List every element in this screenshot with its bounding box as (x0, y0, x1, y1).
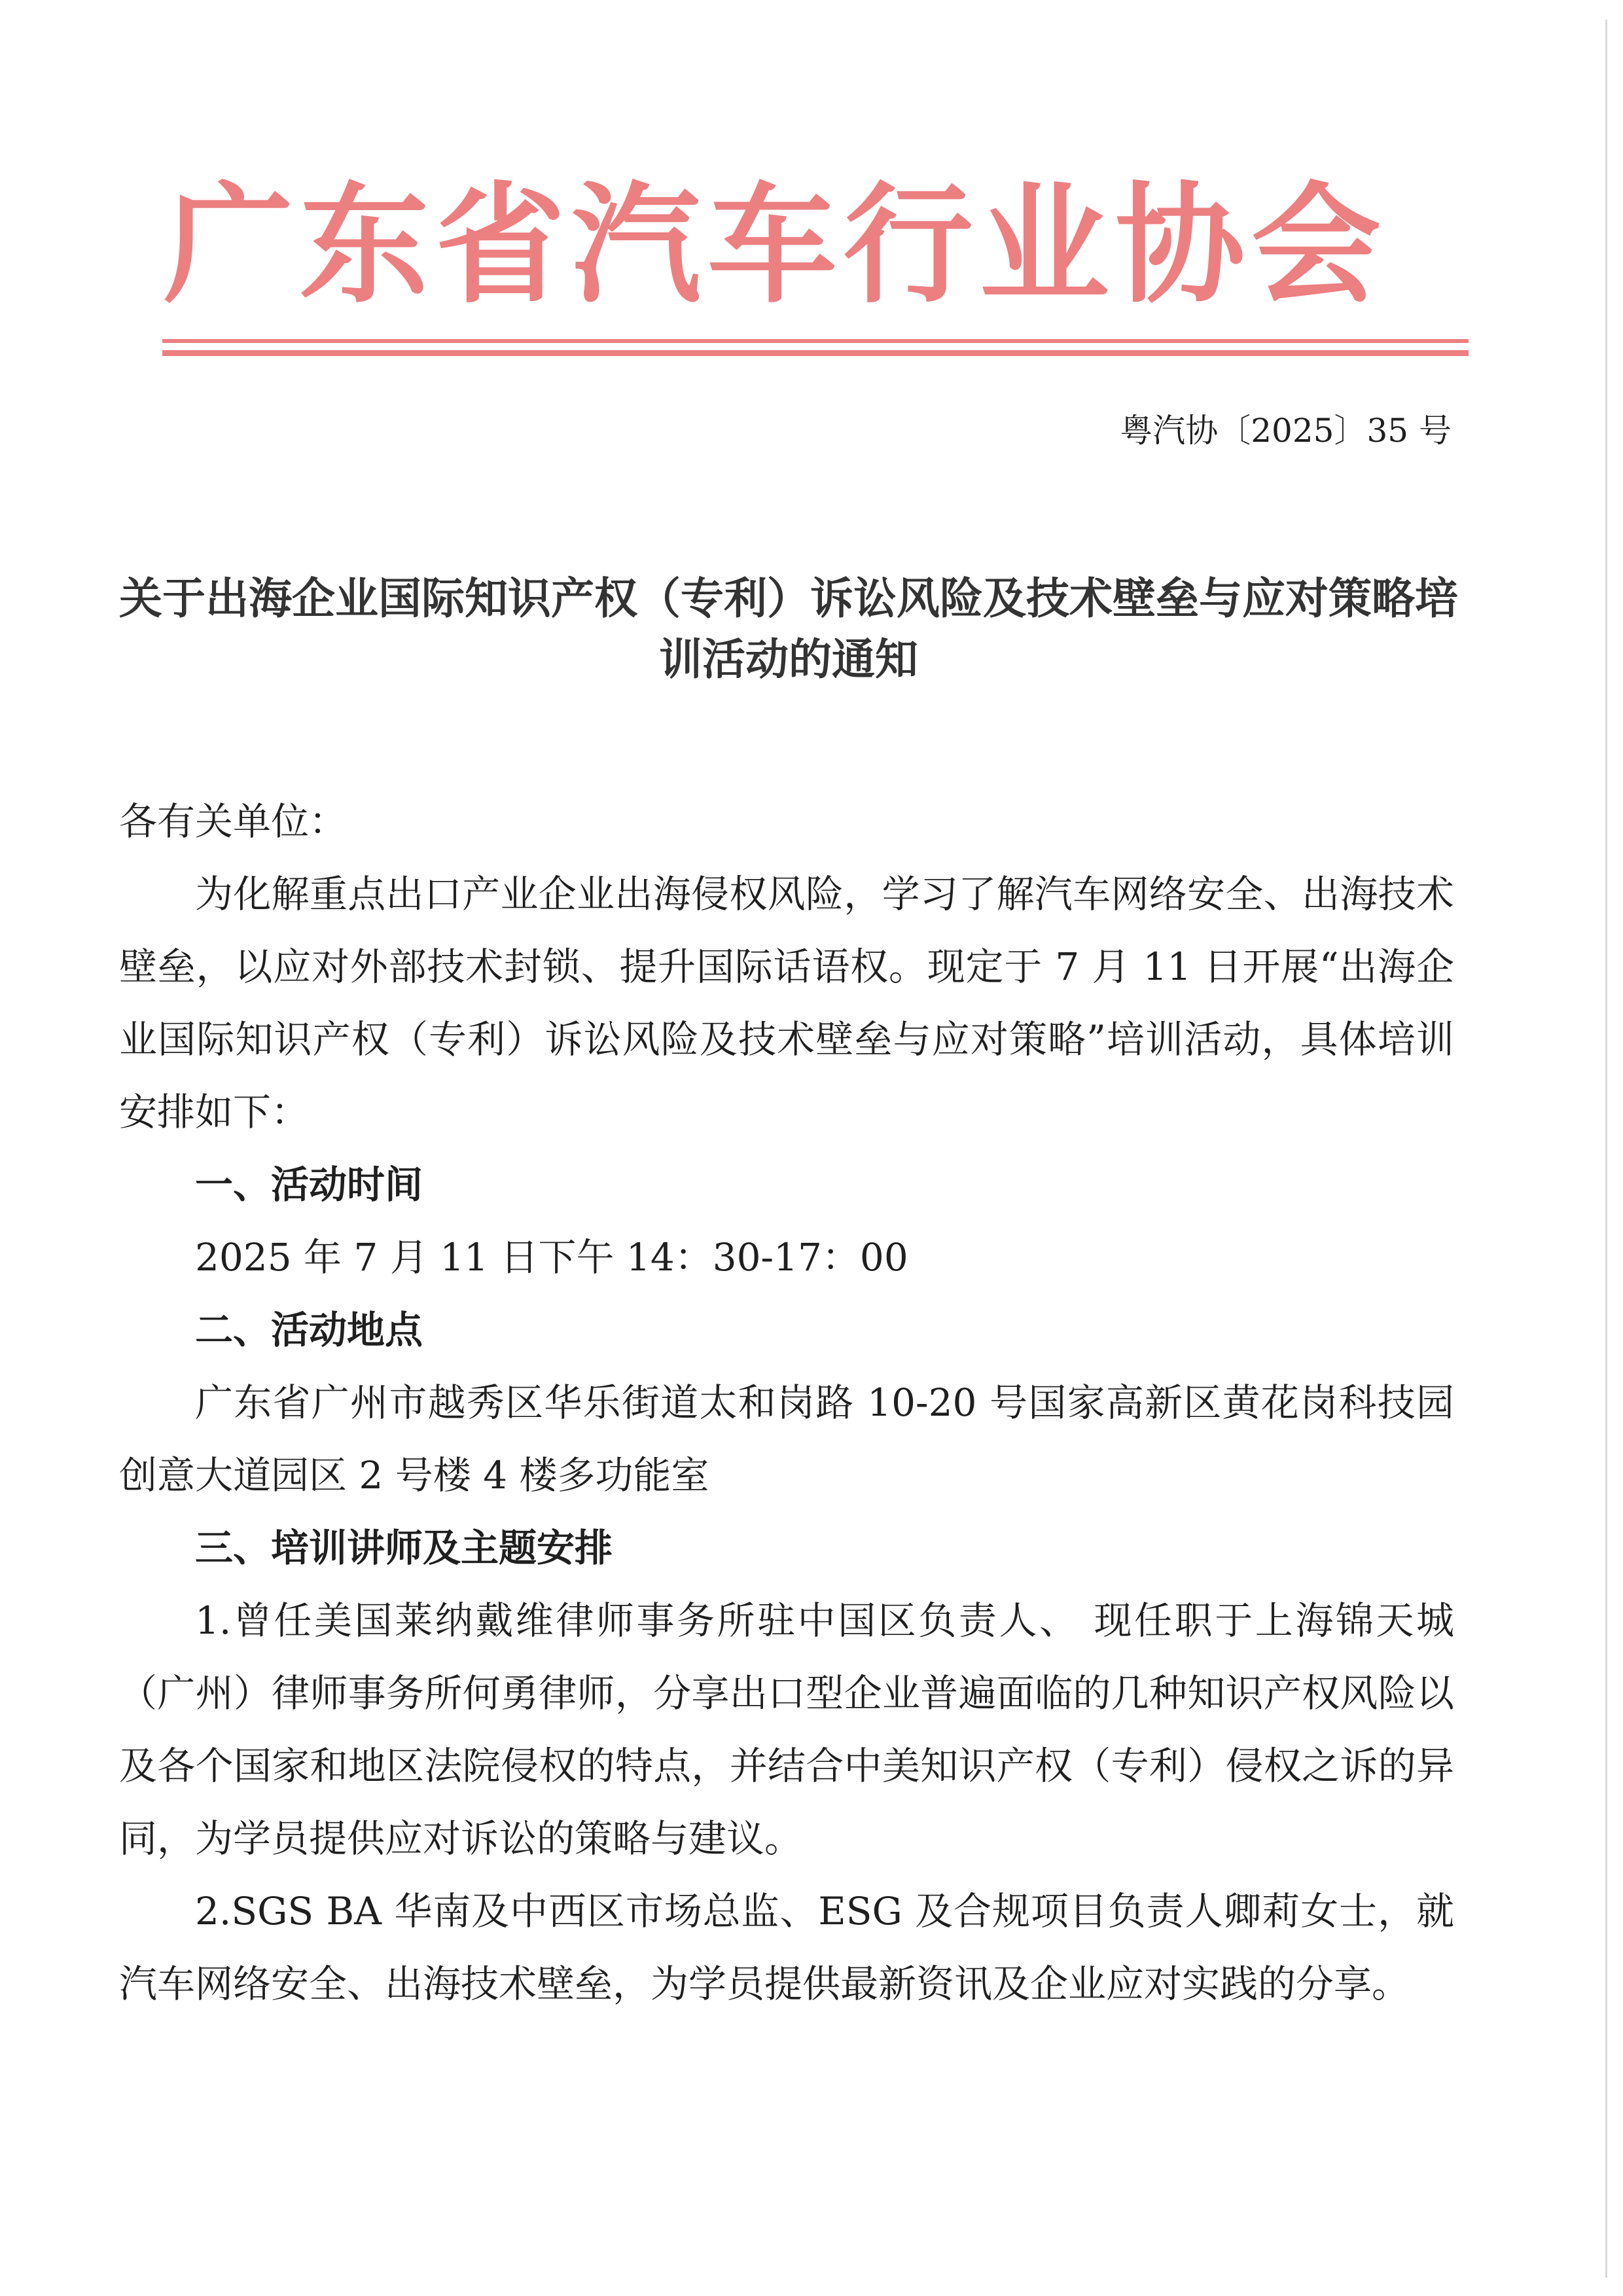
masthead-char: 东 (299, 170, 429, 321)
document-number: 粤汽协〔2025〕35 号 (1120, 412, 1452, 450)
masthead-char: 车 (707, 170, 837, 321)
section-heading-time: 一、活动时间 (195, 1162, 423, 1207)
speaker-item: 1.曾任美国莱纳戴维律师事务所驻中国区负责人、 现任职于上海锦天城（广州）律师事务所何勇律师，分享出口型企业普遍面临的几种知识产权风险以及各个国家和地区法院侵权的特点，并结合中美知识产权（专利）侵权之诉的异同，为学员提供应对诉讼的策略与建议。 (119, 1598, 1454, 1861)
masthead-rule-thin (162, 339, 1469, 343)
speaker-item: 2.SGS BA 华南及中西区市场总监、ESG 及合规项目负责人卿莉女士，就汽车网络安全、出海技术壁垒，为学员提供最新资讯及企业应对实践的分享。 (119, 1889, 1454, 2006)
section-heading-speakers: 三、培训讲师及主题安排 (195, 1526, 613, 1570)
masthead-char: 汽 (571, 170, 702, 321)
masthead-char: 协 (1115, 170, 1245, 321)
masthead-char: 业 (979, 170, 1109, 321)
section-content-time: 2025 年 7 月 11 日下午 14：30-17：00 (195, 1235, 908, 1280)
issuer-masthead (164, 167, 1381, 324)
masthead-rule-thick (162, 350, 1469, 356)
section-heading-location: 二、活动地点 (195, 1308, 423, 1352)
page-edge-line (1605, 20, 1607, 2278)
masthead-char: 行 (843, 170, 973, 321)
section-content-location: 广东省广州市越秀区华乐街道太和岗路 10-20 号国家高新区黄花岗科技园创意大道园区 2 号楼 4 楼多功能室 (119, 1380, 1454, 1498)
salutation: 各有关单位： (119, 799, 348, 844)
intro-paragraph: 为化解重点出口产业企业出海侵权风险，学习了解汽车网络安全、出海技术壁垒，以应对外部技术封锁、提升国际话语权。现定于 7 月 11 日开展“出海企业国际知识产权（专利）诉讼风险及技术壁垒与应对策略”培训活动，具体培训安排如下： (119, 872, 1454, 1134)
document-title: 关于出海企业国际知识产权（专利）诉讼风险及技术壁垒与应对策略培训活动的通知 (119, 573, 1458, 685)
document-body (119, 785, 1454, 2020)
masthead-char: 广 (164, 170, 293, 321)
masthead-char: 会 (1251, 170, 1381, 321)
masthead-char: 省 (435, 170, 565, 321)
